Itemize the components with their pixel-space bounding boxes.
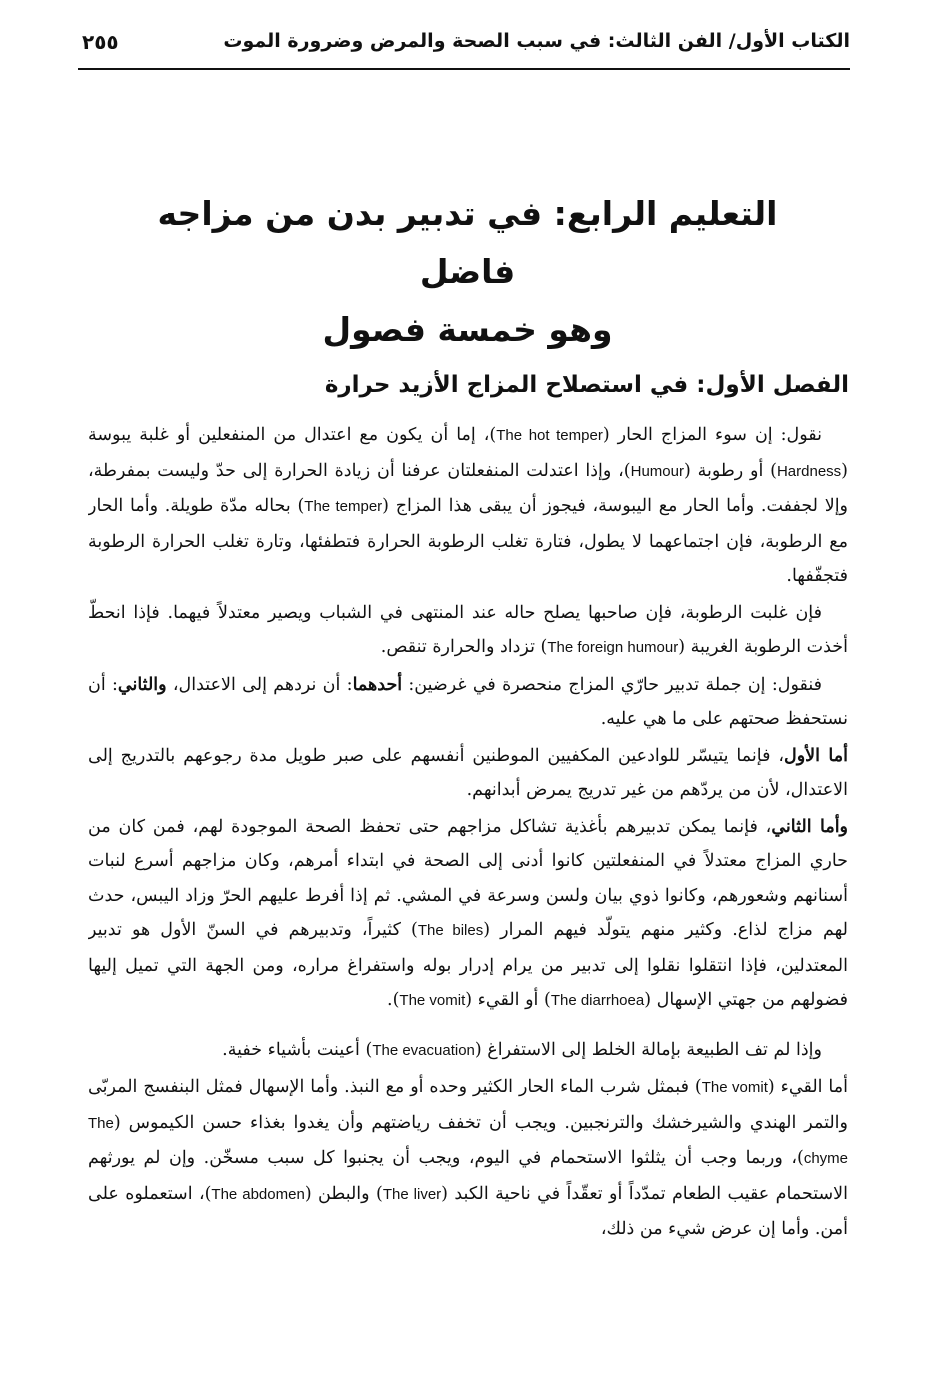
bold-term: وأما الثاني xyxy=(771,816,848,837)
text-run: ) بحاله مدّة طويلة. وأما الحار مع الرطوبة، فإن اجتماعهما لا يطول، فتارة تغلب الرطوبة الحرارة فتطفئها، وتارة تغلب الحرارة الرطوبة فتجفّفها. xyxy=(88,496,848,586)
body-text xyxy=(88,418,848,1358)
english-term: Humour xyxy=(630,462,684,480)
english-term: The chyme xyxy=(88,1114,848,1167)
text-run: )، إما أن يكون مع اعتدال من المنفعلين أو غلبة يبوسة ( xyxy=(88,425,848,481)
text-run: : أن نردهم إلى الاعتدال، xyxy=(166,674,353,695)
text-run: : أن نستحفظ صحتهم على ما هي عليه. xyxy=(88,674,848,729)
english-term: The foreign humour xyxy=(547,639,679,656)
text-run: ) أو القيء ( xyxy=(465,990,551,1010)
text-run: )، وربما وجب أن يثلثوا الاستحمام في اليوم، ويجب أن يجنبوا كل سبب مسخّن. وإن لم يورثهم الاستحمام عقيب الطعام تمدّداً أو تعقّداً في ناحية الكبد ( xyxy=(88,1148,848,1204)
text-run: فإن غلبت الرطوبة، فإن صاحبها يصلح حاله عند المنتهى في الشباب ويصير معتدلاً فيهما. فإذا انحطّ أخذت الرطوبة الغريبة ( xyxy=(88,602,848,657)
english-term: The hot temper xyxy=(496,427,603,444)
page-number: ٢٥٥ xyxy=(82,30,119,54)
paragraph-5 xyxy=(88,810,848,1019)
text-run: ) أو رطوبة ( xyxy=(683,460,777,481)
english-term: The vomit xyxy=(399,992,466,1009)
text-run: )، استعملوه على أمن. وأما إن عرض شيء من ذلك، xyxy=(88,1183,848,1239)
chapter-title xyxy=(110,185,825,359)
paragraph-1 xyxy=(88,418,848,594)
english-term: The biles xyxy=(417,922,484,939)
paragraph-3 xyxy=(88,668,848,737)
english-term: The vomit xyxy=(701,1079,768,1096)
text-run: ) والبطن ( xyxy=(304,1183,383,1204)
text-run: ) تزداد والحرارة تنقص. xyxy=(380,637,548,657)
bold-term: أحدهما xyxy=(352,674,403,695)
page-header xyxy=(78,24,850,70)
paragraph-4 xyxy=(88,739,848,808)
english-term: The abdomen xyxy=(211,1185,305,1203)
running-head: الكتاب الأول/ الفن الثالث: في سبب الصحة والمرض وضرورة الموت xyxy=(223,30,850,52)
section-title: الفصل الأول: في استصلاح المزاج الأزيد حرارة xyxy=(324,372,849,398)
text-run: )، وإذا اعتدلت المنفعلتان عرفنا أن زيادة الحرارة إلى حدّ وليست بمفرطة، وإلا لجففت. وأما الحار مع اليبوسة، فيجوز أن يبقى هذا المزاج ( xyxy=(88,460,848,516)
paragraph-7 xyxy=(88,1070,848,1247)
text-run: وإذا لم تف الطبيعة بإمالة الخلط إلى الاستفراغ ( xyxy=(474,1039,822,1060)
paragraph-2 xyxy=(88,596,848,666)
english-term: The evacuation xyxy=(372,1041,475,1059)
text-run: ) أعينت بأشياء خفية. xyxy=(222,1039,373,1060)
english-term: Hardness xyxy=(776,462,842,480)
text-run: ، فإنما يمكن تدبيرهم بأغذية تشاكل مزاجهم حتى تحفظ الصحة الموجودة لهم، فمن كان من حاري المزاج معتدلاً في المنفعلتين كانوا أدنى إلى الصحة في ابتداء أمرهم، وكان مزاجهم أسرع لنبات أسنانهم وشعورهم، وكانوا ذوي بيان ولسن وسرعة في المشي. ثم إذا أفرط عليهم الحرّ وزاد اليبس، حدث لهم مزاج لذاع. وكثير منهم يتولّد فيهم المرار ( xyxy=(88,816,848,940)
chapter-title-line-2: وهو خمسة فصول xyxy=(322,310,613,349)
text-run: ، فإنما يتيسّر للوادعين المكفيين الموطنين أنفسهم على صبر طويل مدة رجوعهم بالتدريج إلى الاعتدال، لأن من يردّهم من غير تدريج يمرض أبدانهم. xyxy=(88,745,848,800)
text-run: ) فبمثل شرب الماء الحار الكثير وحده أو مع النبذ. وأما الإسهال فمثل البنفسج المربّى والتمر الهندي والشيرخشك والترنجبين. ويجب أن تخفف رياضتهم وأن يغدوا بغذاء حسن الكيموس ( xyxy=(88,1077,848,1133)
chapter-title-line-1: التعليم الرابع: في تدبير بدن من مزاجه فاضل xyxy=(157,194,778,291)
english-term: The temper xyxy=(304,498,383,515)
paragraph-6 xyxy=(88,1033,848,1069)
english-term: The diarrhoea xyxy=(550,992,645,1009)
bold-term: أما الأول xyxy=(784,745,848,766)
text-run: نقول: إن سوء المزاج الحار ( xyxy=(602,425,823,445)
text-run: ). xyxy=(387,990,400,1010)
text-run: أما القيء ( xyxy=(767,1077,848,1097)
english-term: The liver xyxy=(382,1185,442,1203)
bold-term: والثاني xyxy=(117,674,167,695)
text-run: فنقول: إن جملة تدبير حارّي المزاج منحصرة في غرضين: xyxy=(402,674,822,695)
text-run: ) كثيراً، وتدبيرهم في السنّ الأول هو تدبير المعتدلين، فإذا انتقلوا نقلوا إلى تدبير من يرام إدرار بوله واستفراغ مراره، ومن الجهة التي تميل إليها فضولهم من جهتي الإسهال ( xyxy=(88,920,848,1010)
